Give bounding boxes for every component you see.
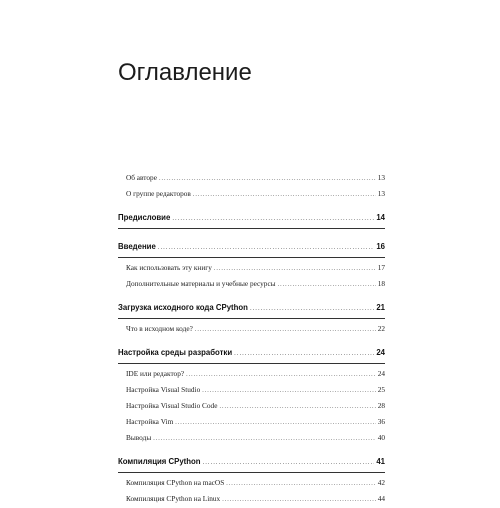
toc-entry-label: Настройка Visual Studio Code <box>126 401 218 410</box>
toc-leader-dots <box>158 240 375 256</box>
toc-page-number: 17 <box>377 263 385 272</box>
toc-entry-label: Компиляция CPython <box>118 457 201 466</box>
chapter-rule <box>118 257 385 258</box>
toc-entry-label: Дополнительные материалы и учебные ресурсы <box>126 279 276 288</box>
toc-chapter-entry[interactable] <box>118 210 385 226</box>
toc-page-number: 14 <box>376 213 385 222</box>
toc-chapter-entry[interactable] <box>118 300 385 316</box>
chapter-rule <box>118 472 385 473</box>
toc-entry-label: О группе редакторов <box>126 189 191 198</box>
toc-leader-dots <box>234 346 374 362</box>
toc-section-entry[interactable] <box>118 260 385 276</box>
toc-entry-label: Об авторе <box>126 173 157 182</box>
toc-spacer <box>118 446 385 454</box>
toc-leader-dots <box>203 455 375 471</box>
toc-spacer <box>118 292 385 300</box>
toc-leader-dots <box>153 431 375 447</box>
chapter-rule <box>118 318 385 319</box>
toc-spacer <box>118 202 385 210</box>
toc-section-entry[interactable] <box>118 491 385 507</box>
toc-page-number: 24 <box>376 348 385 357</box>
toc-leader-dots <box>278 277 376 293</box>
toc-section-entry[interactable] <box>118 170 385 186</box>
toc-page-number: 13 <box>377 173 385 182</box>
toc-leader-dots <box>172 211 374 227</box>
toc-page-number: 13 <box>377 189 385 198</box>
toc-entry-label: Компиляция CPython на macOS <box>126 478 225 487</box>
toc-section-entry[interactable] <box>118 414 385 430</box>
toc-page-number: 36 <box>377 417 385 426</box>
toc-entry-label: Настройка среды разработки <box>118 348 233 357</box>
toc-section-entry[interactable] <box>118 475 385 491</box>
toc-leader-dots <box>219 399 375 415</box>
toc-page-number: 21 <box>376 303 385 312</box>
toc-page-number: 16 <box>376 242 385 251</box>
toc-section-entry[interactable] <box>118 382 385 398</box>
page-title: Оглавление <box>118 59 252 86</box>
toc-section-entry[interactable] <box>118 186 385 202</box>
toc-section-entry[interactable] <box>118 398 385 414</box>
toc-leader-dots <box>214 261 376 277</box>
toc-chapter-entry[interactable] <box>118 239 385 255</box>
toc-page-number: 41 <box>376 457 385 466</box>
toc-leader-dots <box>159 171 376 187</box>
toc-leader-dots <box>222 492 376 508</box>
toc-entry-label: Как использовать эту книгу <box>126 263 212 272</box>
toc-leader-dots <box>226 476 375 492</box>
toc-section-entry[interactable] <box>118 366 385 382</box>
toc-section-entry[interactable] <box>118 321 385 337</box>
toc-leader-dots <box>195 322 376 338</box>
toc-page-number: 25 <box>377 385 385 394</box>
toc-entry-label: IDE или редактор? <box>126 369 185 378</box>
toc-chapter-entry[interactable] <box>118 345 385 361</box>
toc-leader-dots <box>202 383 375 399</box>
toc-page-number: 18 <box>377 279 385 288</box>
toc-entry-label: Настройка Visual Studio <box>126 385 201 394</box>
table-of-contents <box>118 170 385 507</box>
toc-page-number: 28 <box>377 401 385 410</box>
toc-entry-label: Предисловие <box>118 213 171 222</box>
chapter-rule <box>118 363 385 364</box>
toc-leader-dots <box>250 301 374 317</box>
toc-entry-label: Выводы <box>126 433 152 442</box>
toc-spacer <box>118 231 385 239</box>
toc-leader-dots <box>193 187 376 203</box>
toc-page-number: 40 <box>377 433 385 442</box>
toc-leader-dots <box>186 367 376 383</box>
toc-entry-label: Загрузка исходного кода CPython <box>118 303 248 312</box>
chapter-rule <box>118 228 385 229</box>
toc-spacer <box>118 337 385 345</box>
toc-page-number: 24 <box>377 369 385 378</box>
toc-entry-label: Компиляция CPython на Linux <box>126 494 221 503</box>
toc-entry-label: Введение <box>118 242 156 251</box>
toc-entry-label: Что в исходном коде? <box>126 324 193 333</box>
toc-section-entry[interactable] <box>118 276 385 292</box>
toc-page-number: 42 <box>377 478 385 487</box>
toc-page-number: 22 <box>377 324 385 333</box>
toc-leader-dots <box>175 415 375 431</box>
toc-page-number: 44 <box>377 494 385 503</box>
toc-chapter-entry[interactable] <box>118 454 385 470</box>
toc-entry-label: Настройка Vim <box>126 417 174 426</box>
toc-section-entry[interactable] <box>118 430 385 446</box>
